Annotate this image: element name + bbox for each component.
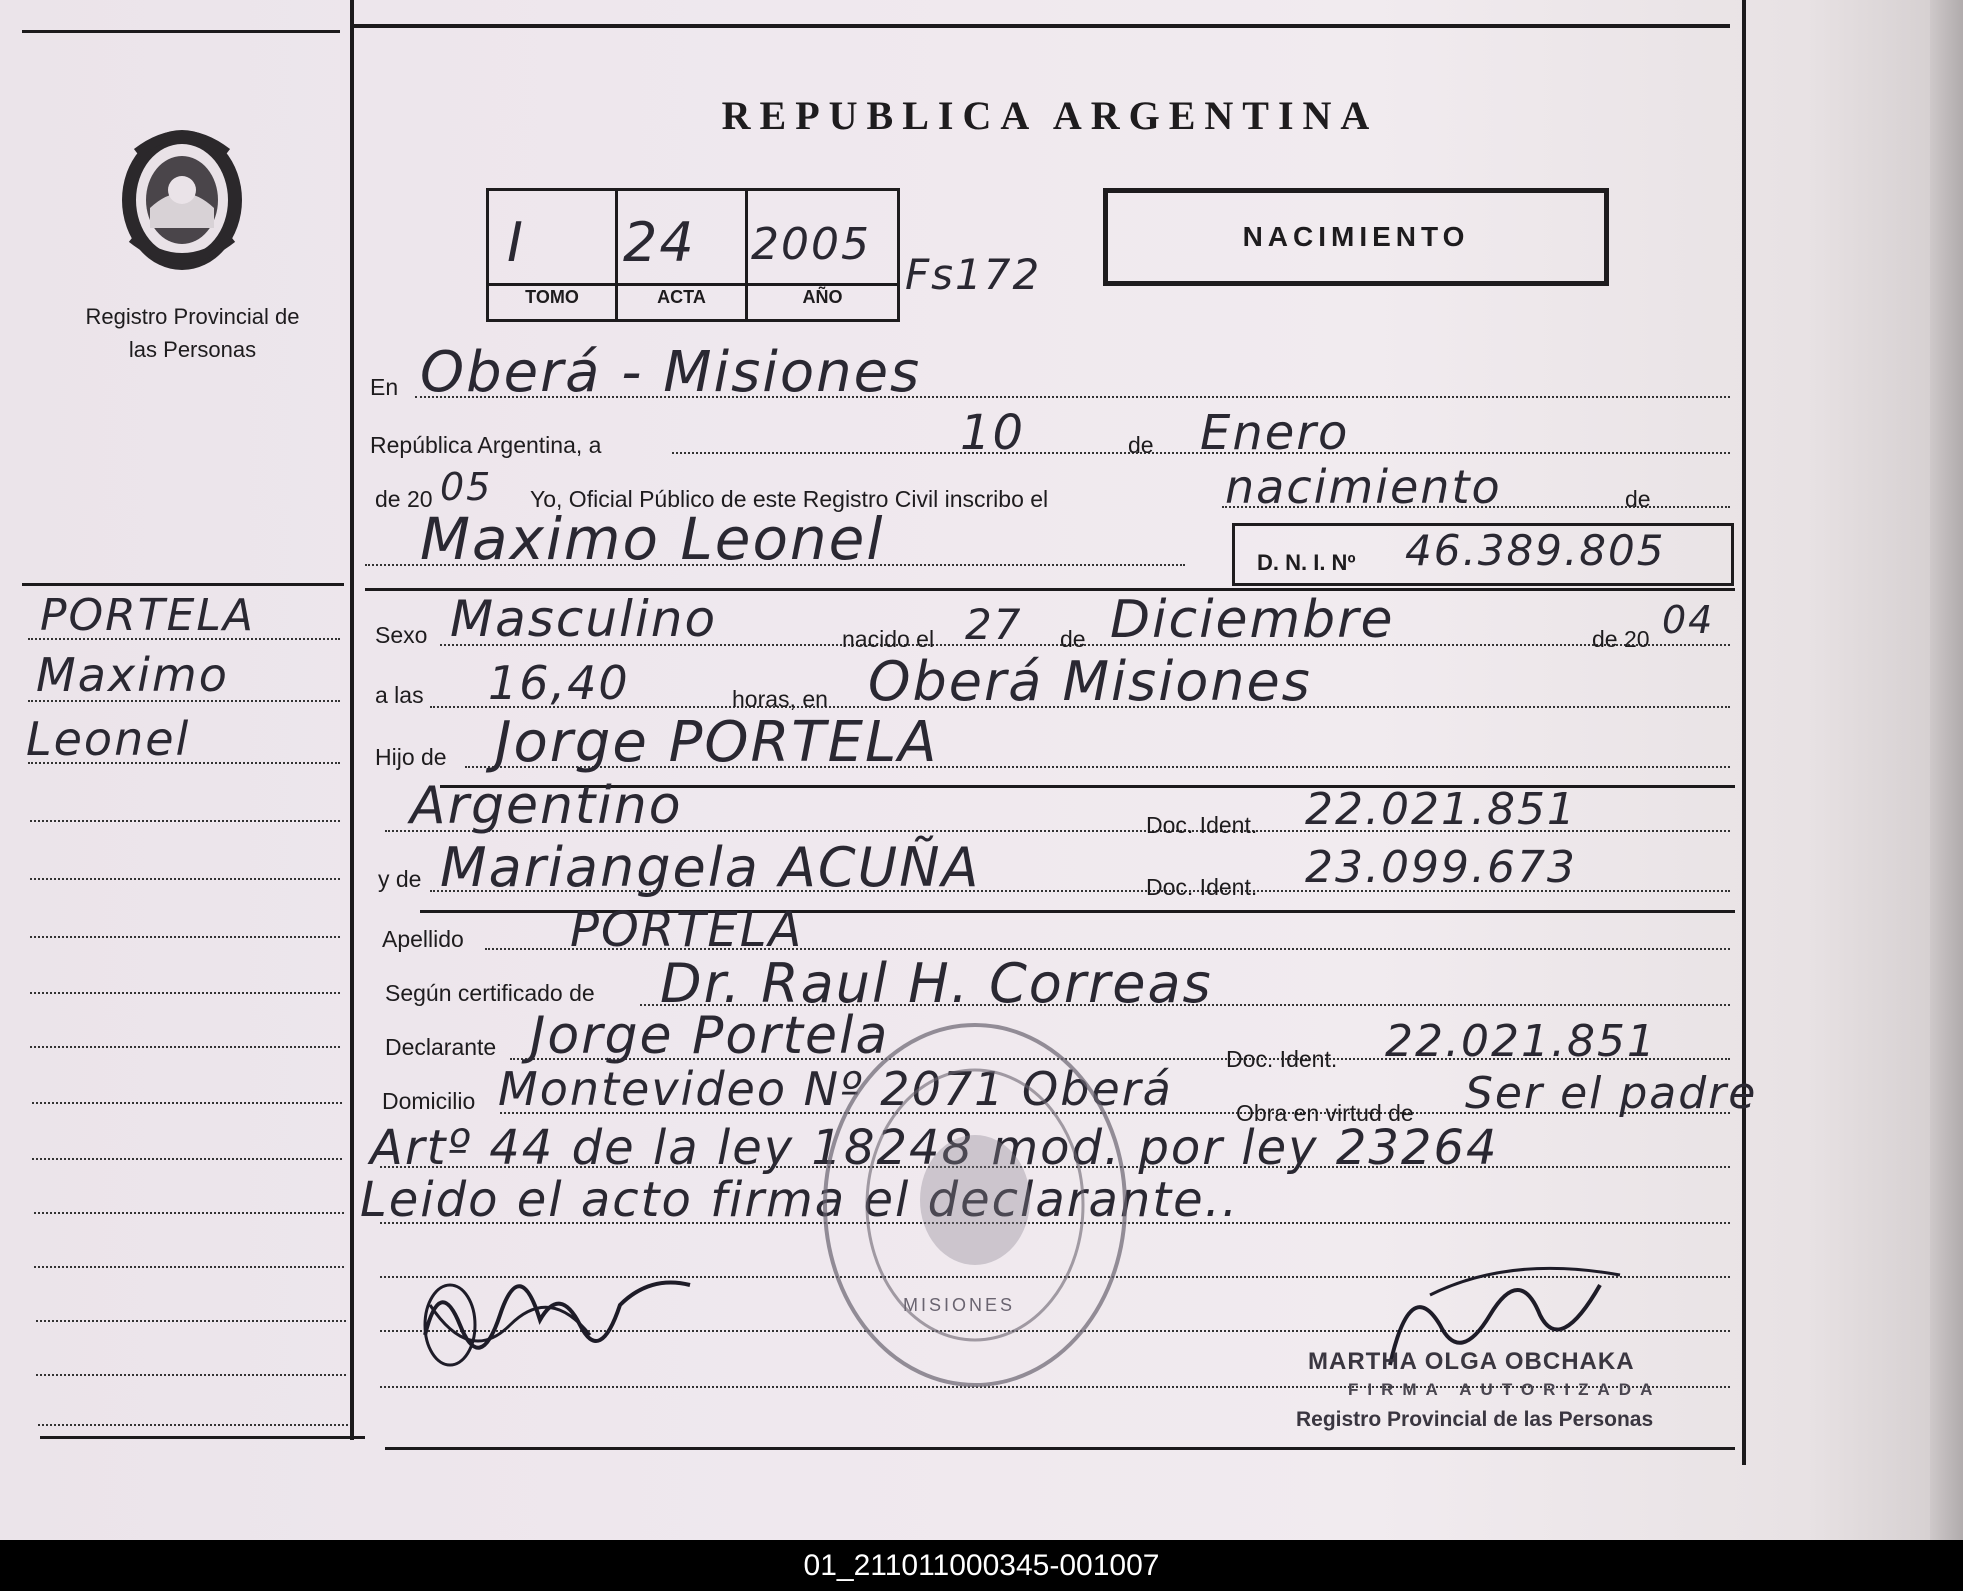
officer-statement-label: Yo, Oficial Público de este Registro Civil inscribo el: [530, 486, 1049, 512]
official-name: MARTHA OLGA OBCHAKA: [1308, 1348, 1635, 1375]
event-type-value: nacimiento: [1225, 460, 1502, 514]
mother-name-value: Mariangela ACUÑA: [440, 836, 981, 899]
dni-label: D. N. I. Nº: [1257, 550, 1356, 575]
image-caption: 01_211011000345-001007: [0, 1540, 1963, 1591]
declarant-label: Declarante: [385, 1034, 497, 1060]
of-label: de: [1625, 486, 1651, 512]
year-prefix-label: de 20: [375, 486, 433, 512]
certificate-label: Según certificado de: [385, 980, 595, 1006]
margin-middle-name: Leonel: [26, 712, 191, 766]
stamp-text: MISIONES: [903, 1295, 1016, 1315]
left-border: [350, 0, 354, 1440]
official-title: FIRMA AUTORIZADA: [1348, 1380, 1662, 1399]
month-value: Enero: [1200, 405, 1350, 461]
page-fold-shadow: [1930, 0, 1963, 1540]
tomo-label: TOMO: [525, 287, 579, 307]
acta-value: 24: [623, 211, 696, 274]
observation-line-1: Artº 44 de la ley 18248 mod. por ley 23264: [370, 1120, 1499, 1176]
and-of-label: y de: [378, 866, 422, 892]
father-nationality-value: Argentino: [410, 776, 683, 836]
child-of-label: Hijo de: [375, 744, 447, 770]
birth-month-of-label: de: [1060, 626, 1086, 652]
margin-first-name: Maximo: [36, 648, 229, 702]
declarant-doc-value: 22.021.851: [1385, 1016, 1657, 1067]
father-doc-label: Doc. Ident.: [1146, 812, 1258, 838]
sex-label: Sexo: [375, 622, 428, 648]
left-top-rule: [22, 30, 340, 33]
place-value: Oberá - Misiones: [420, 340, 922, 405]
right-border: [1742, 0, 1746, 1465]
birth-year-suffix-value: 04: [1662, 598, 1715, 642]
surname-label: Apellido: [382, 926, 464, 952]
child-given-names-value: Maximo Leonel: [420, 505, 885, 573]
registry-name: Registro Provincial de las Personas: [85, 304, 300, 362]
document-type-label: NACIMIENTO: [1242, 221, 1470, 252]
surname-value: PORTELA: [570, 902, 804, 958]
country-title: REPUBLICA ARGENTINA: [721, 93, 1379, 138]
dni-value: 46.389.805: [1405, 526, 1666, 575]
document-type-box: [1103, 188, 1609, 286]
observation-line-2: Leido el acto firma el declarante..: [360, 1172, 1240, 1228]
month-of-label: de: [1128, 432, 1154, 458]
bottom-rule: [385, 1447, 1735, 1450]
tomo-value: I: [507, 211, 525, 274]
margin-rule: [22, 583, 344, 586]
top-rule: [350, 24, 1730, 28]
official-stamp: [815, 1015, 1135, 1395]
mother-doc-label: Doc. Ident.: [1146, 874, 1258, 900]
hours-in-label: horas, en: [732, 686, 828, 712]
birth-place-value: Oberá Misiones: [868, 650, 1312, 713]
sex-value: Masculino: [450, 590, 718, 648]
republic-label: República Argentina, a: [370, 432, 602, 458]
declarant-name-value: Jorge Portela: [530, 1006, 890, 1066]
mother-doc-value: 23.099.673: [1305, 842, 1577, 893]
acta-label: ACTA: [657, 287, 706, 307]
birth-month-value: Diciembre: [1110, 590, 1395, 650]
declarant-signature: [410, 1265, 700, 1375]
folio-annotation: Fs172: [905, 250, 1042, 299]
birth-time-value: 16,40: [488, 656, 630, 710]
ano-label: AÑO: [802, 287, 843, 307]
birth-day-value: 27: [965, 600, 1023, 649]
certificate-doctor-value: Dr. Raul H. Correas: [660, 952, 1213, 1015]
record-number-table: [486, 188, 900, 322]
declarant-doc-label: Doc. Ident.: [1226, 1046, 1338, 1072]
address-value: Montevideo Nº 2071 Oberá: [498, 1062, 1173, 1116]
margin-bottom-rule: [40, 1436, 365, 1439]
acting-under-value: Ser el padre: [1465, 1068, 1758, 1119]
at-label: a las: [375, 682, 424, 708]
acting-under-label: Obra en virtud de: [1236, 1100, 1414, 1126]
father-name-value: Jorge PORTELA: [495, 710, 939, 775]
province-seal-logo: [112, 118, 252, 278]
place-label: En: [370, 374, 399, 400]
born-on-label: nacido el: [842, 626, 935, 652]
ano-value: 2005: [751, 219, 871, 270]
dni-box: [1232, 523, 1734, 586]
address-label: Domicilio: [382, 1088, 476, 1114]
day-value: 10: [960, 405, 1026, 461]
official-registry: Registro Provincial de las Personas: [1296, 1408, 1654, 1431]
father-doc-value: 22.021.851: [1305, 784, 1577, 835]
year-suffix-value: 05: [440, 465, 493, 509]
birth-year-prefix-label: de 20: [1592, 626, 1650, 652]
margin-surname: PORTELA: [40, 590, 256, 641]
